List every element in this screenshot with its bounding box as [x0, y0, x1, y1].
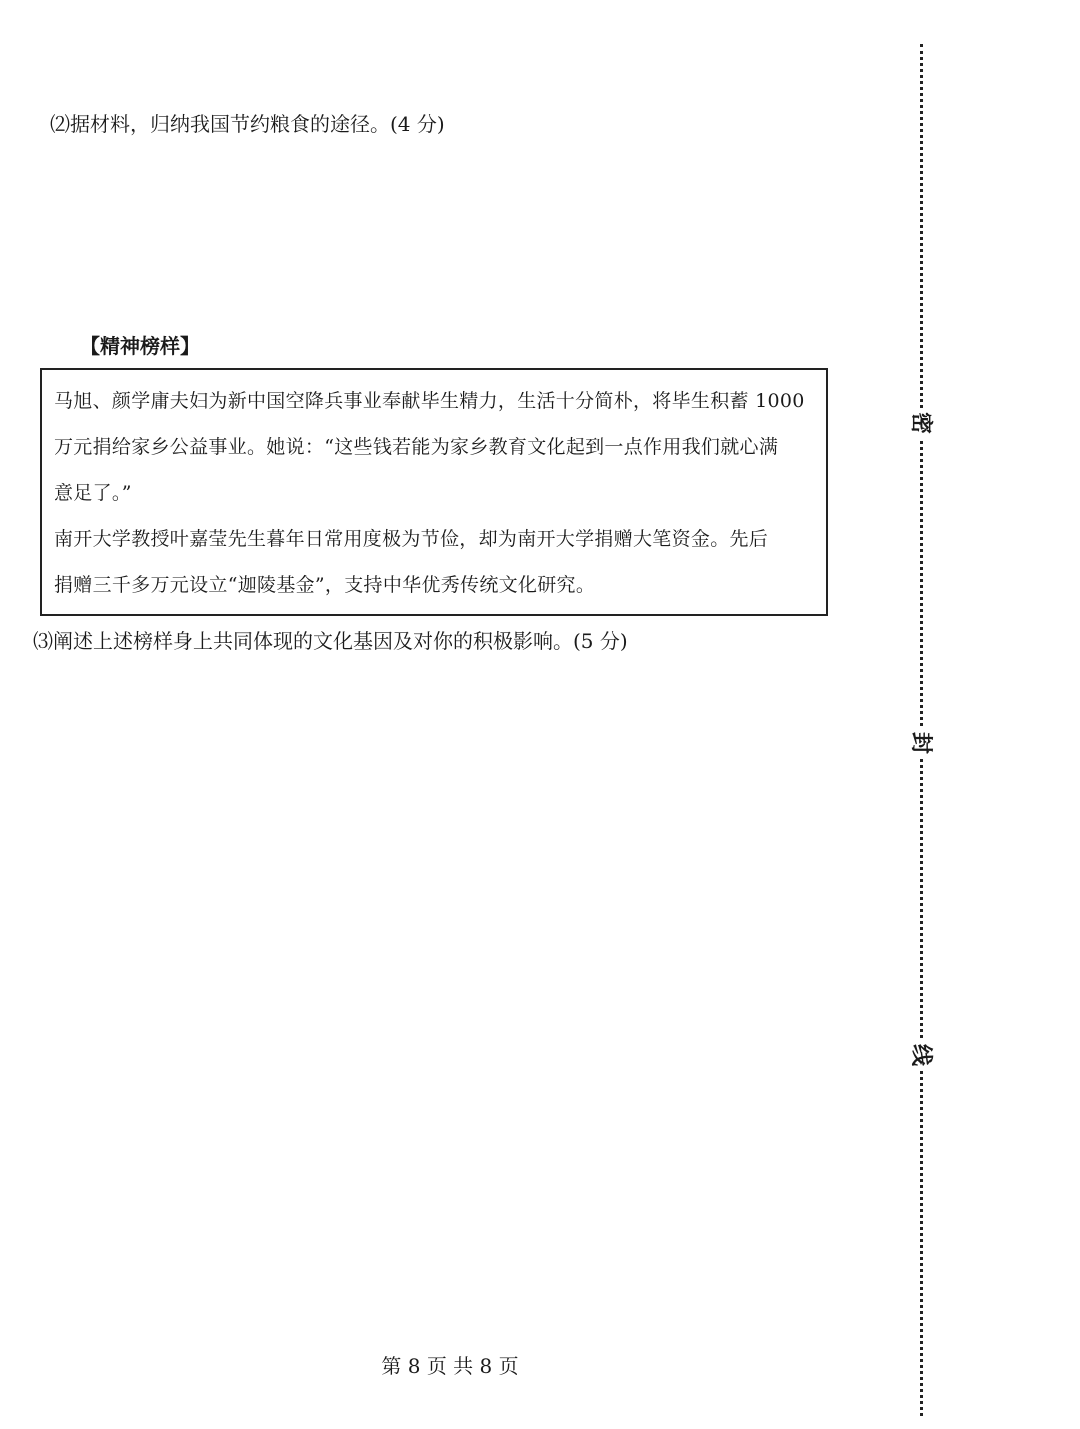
page-number: 第 8 页 共 8 页: [381, 1354, 519, 1378]
section-heading: 【精神榜样】: [80, 334, 200, 358]
seal-char-feng: 封: [906, 728, 936, 758]
material-line: 万元捐给家乡公益事业。她说：“这些钱若能为家乡教育文化起到一点作用我们就心满: [54, 436, 779, 458]
seal-char-xian: 线: [906, 1040, 936, 1070]
material-box: [40, 368, 828, 616]
question-3: ⑶阐述上述榜样身上共同体现的文化基因及对你的积极影响。(5 分): [33, 629, 628, 653]
seal-char-mi: 密: [906, 408, 936, 438]
material-line: 南开大学教授叶嘉莹先生暮年日常用度极为节俭，却为南开大学捐赠大笔资金。先后: [54, 528, 769, 550]
question-2: ⑵据材料，归纳我国节约粮食的途径。(4 分): [50, 112, 445, 136]
material-line: 意足了。”: [54, 482, 132, 504]
material-line: 马旭、颜学庸夫妇为新中国空降兵事业奉献毕生精力，生活十分简朴，将毕生积蓄 1000: [54, 390, 805, 412]
material-line: 捐赠三千多万元设立“迦陵基金”，支持中华优秀传统文化研究。: [54, 574, 596, 596]
